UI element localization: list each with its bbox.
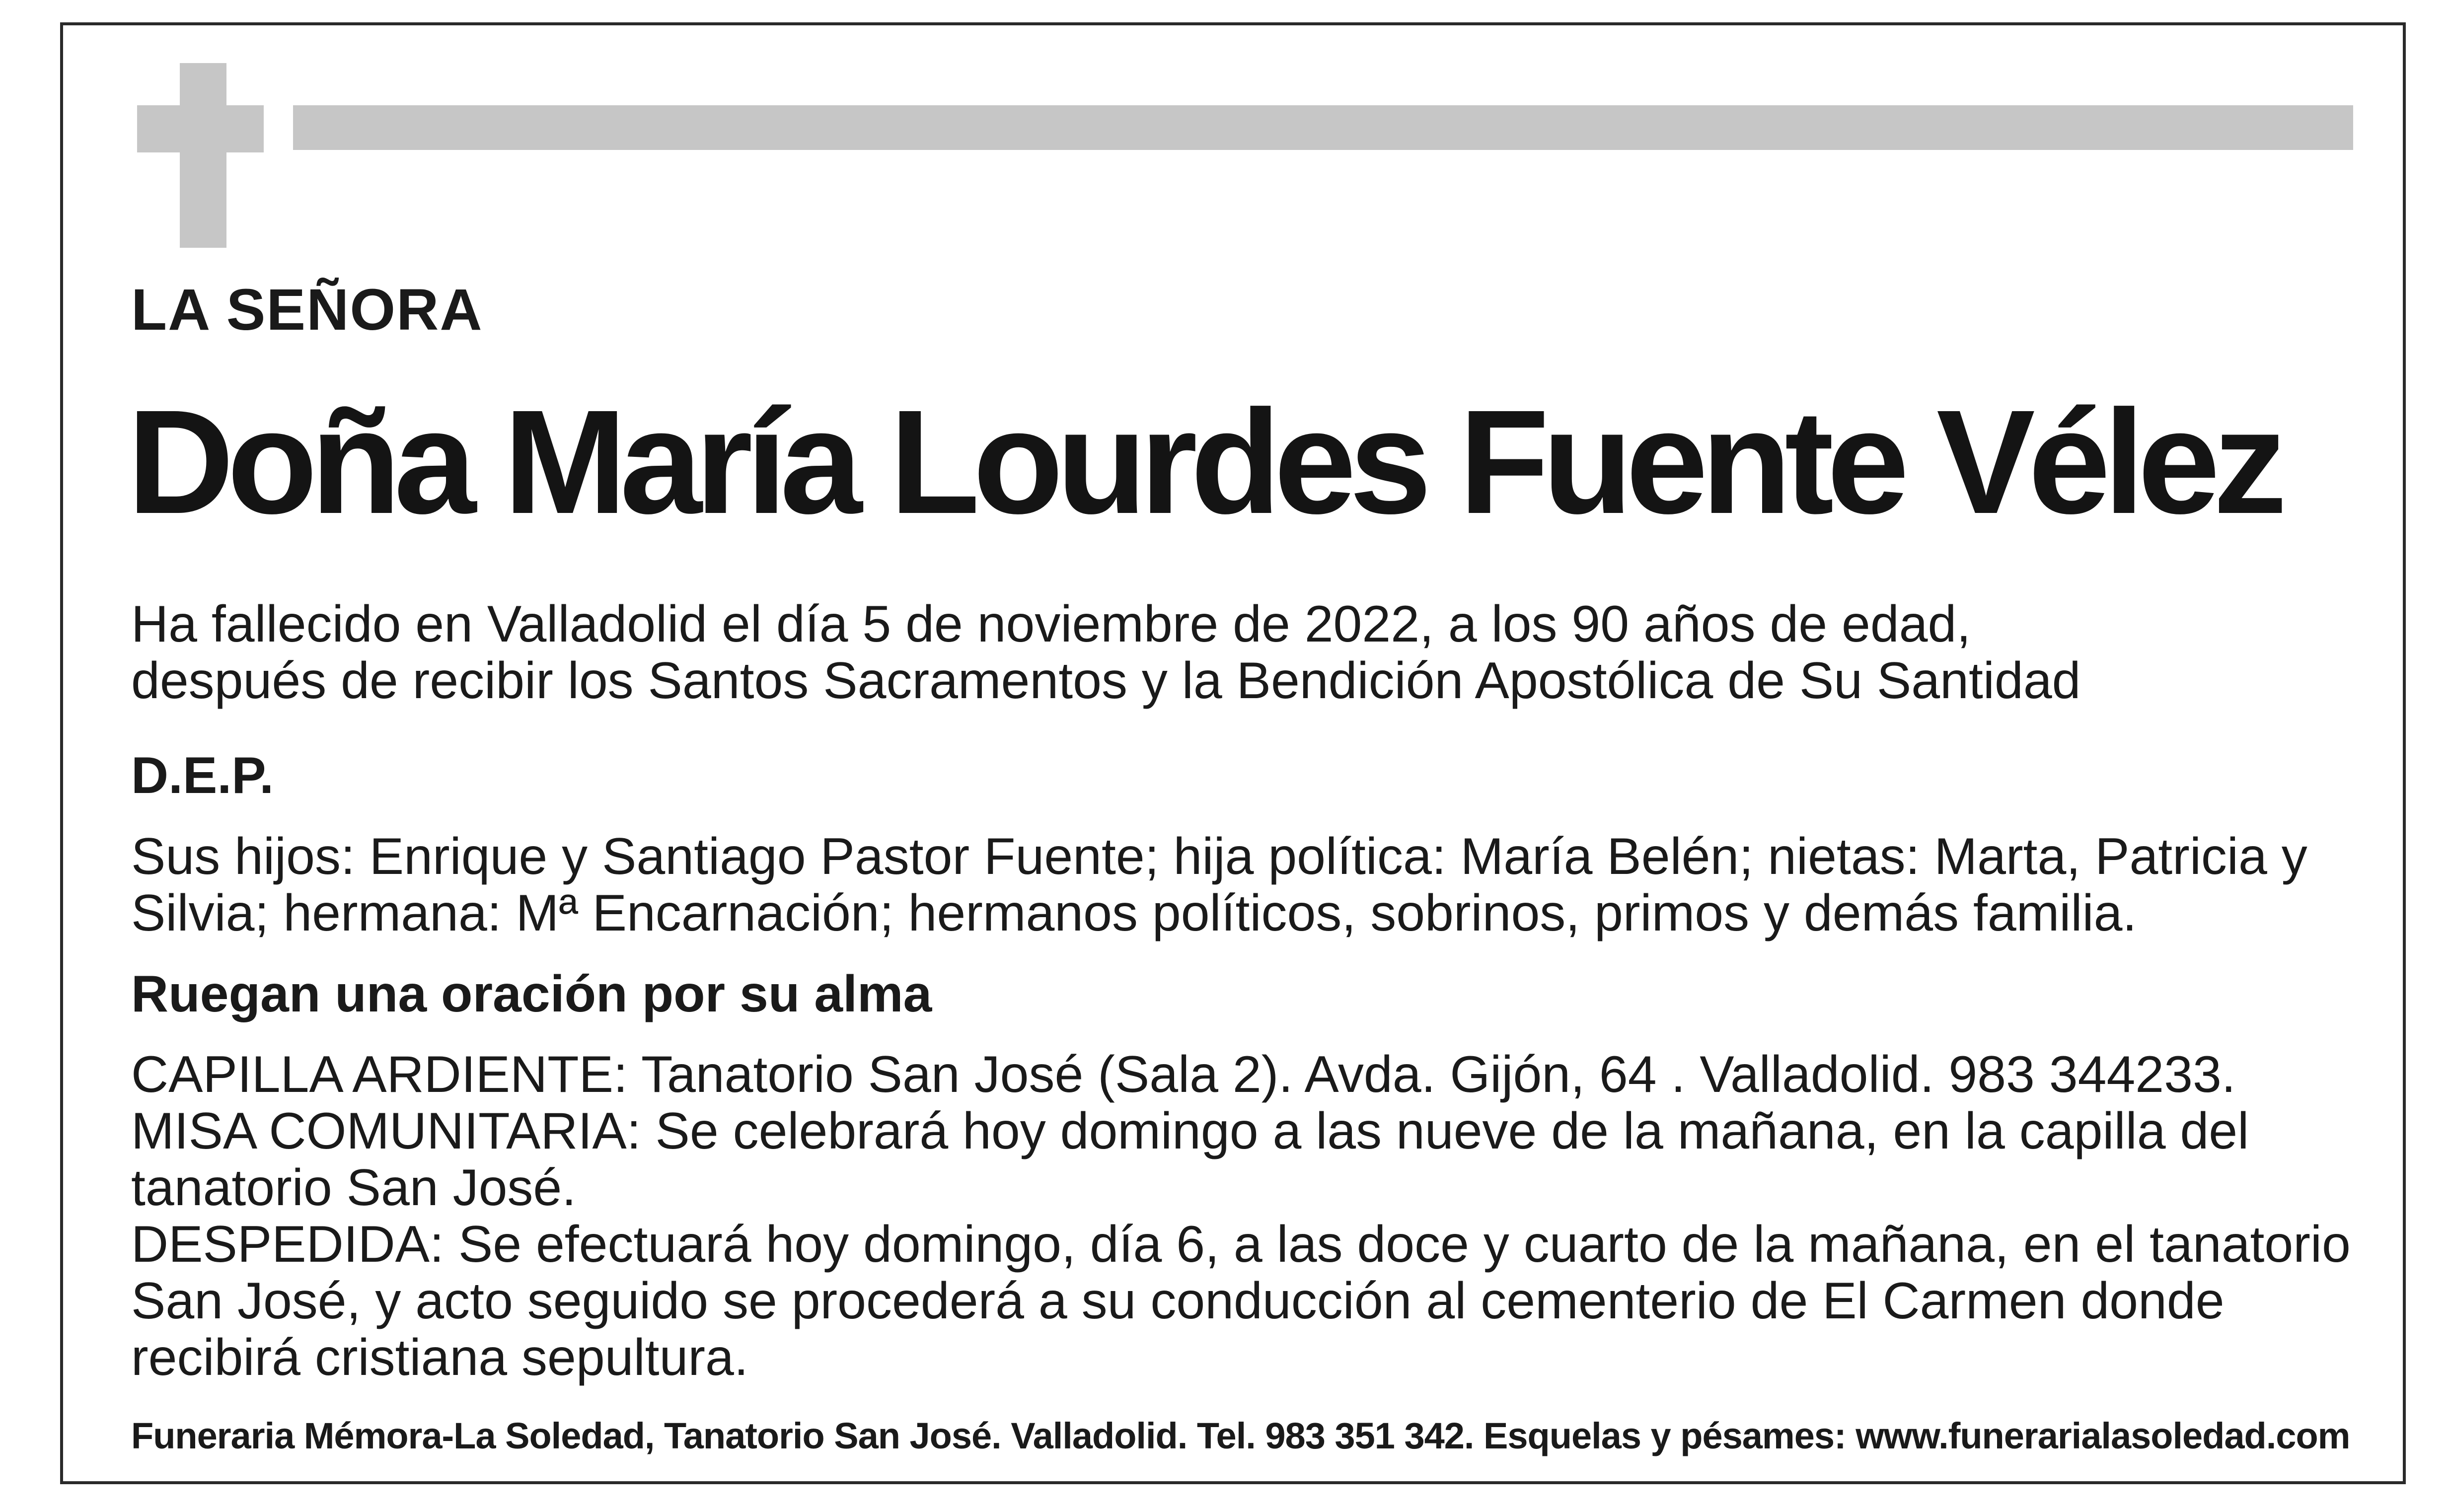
dep-label: D.E.P. xyxy=(131,747,274,804)
service-details xyxy=(131,1046,2351,1386)
kicker-label: LA SEÑORA xyxy=(131,277,483,343)
deceased-name: Doña María Lourdes Fuente Vélez xyxy=(127,379,2281,545)
paragraph-line: Ha fallecido en Valladolid el día 5 de noviembre de 2022, a los 90 años de edad, xyxy=(131,595,1971,653)
paragraph-line: MISA COMUNITARIA: Se celebrará hoy domingo a las nueve de la mañana, en la capilla del xyxy=(131,1102,2249,1160)
cross-icon xyxy=(180,63,226,248)
paragraph-line: después de recibir los Santos Sacramentos y la Bendición Apostólica de Su Santidad xyxy=(131,652,2081,710)
paragraph-line: recibirá cristiana sepultura. xyxy=(131,1329,748,1386)
funeral-home-footer: Funeraria Mémora-La Soledad, Tanatorio San José. Valladolid. Tel. 983 351 342. Esquelas y pésames: www.funerarialasoledad.com xyxy=(131,1415,2350,1456)
paragraph-line: CAPILLA ARDIENTE: Tanatorio San José (Sala 2). Avda. Gijón, 64 . Valladolid. 983 344233. xyxy=(131,1046,2236,1103)
prayer-request: Ruegan una oración por su alma xyxy=(131,965,932,1023)
paragraph-line: tanatorio San José. xyxy=(131,1159,577,1217)
paragraph-line: DESPEDIDA: Se efectuará hoy domingo, día 6, a las doce y cuarto de la mañana, en el tanatorio xyxy=(131,1216,2351,1273)
paragraph-line: Silvia; hermana: Mª Encarnación; hermanos políticos, sobrinos, primos y demás familia. xyxy=(131,884,2137,942)
header-divider-bar xyxy=(293,105,2353,150)
paragraph-line: Sus hijos: Enrique y Santiago Pastor Fuente; hija política: María Belén; nietas: Marta, Patricia y xyxy=(131,828,2307,885)
family-paragraph xyxy=(131,828,2307,941)
death-notice-paragraph xyxy=(131,596,2081,709)
cross-icon-arm xyxy=(137,105,264,152)
paragraph-line: San José, y acto seguido se procederá a su conducción al cementerio de El Carmen donde xyxy=(131,1272,2225,1330)
